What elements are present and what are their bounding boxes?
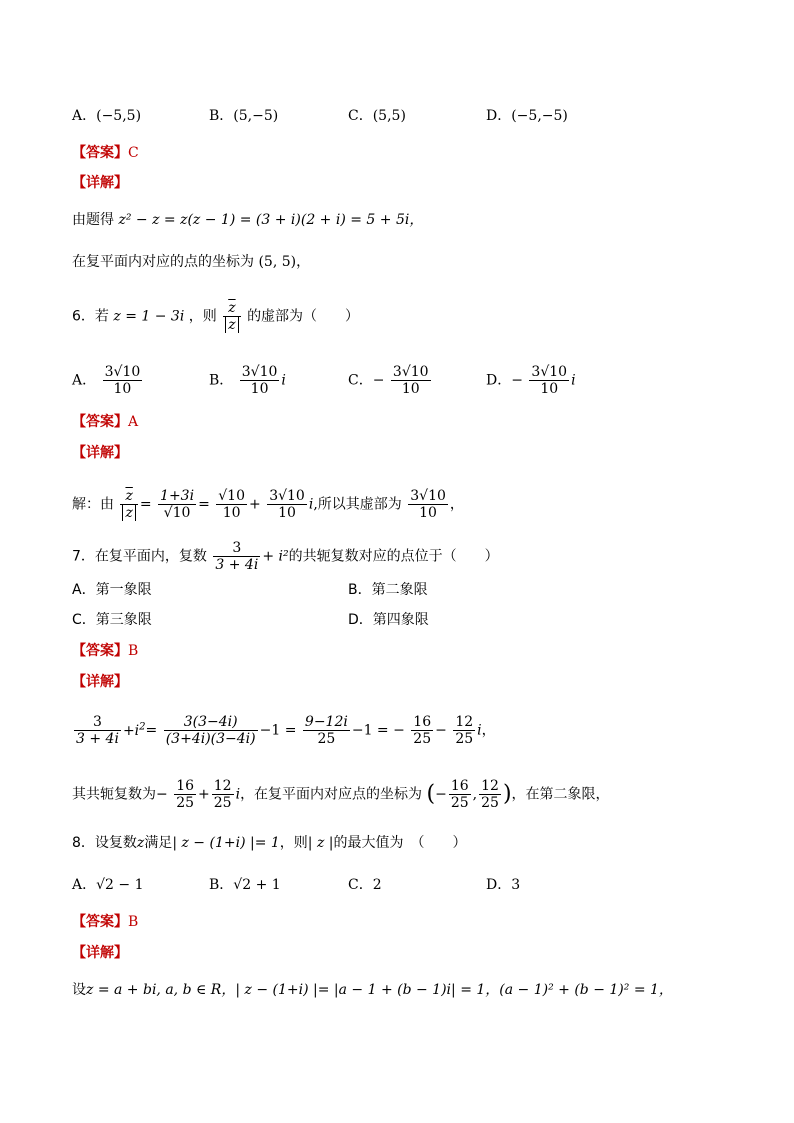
denominator: 10 (250, 381, 269, 397)
answer-label: 【答案】 (72, 414, 128, 430)
question-math: z = 1 − 3i (113, 308, 185, 325)
fraction (103, 364, 143, 397)
question-text: 满足 (144, 835, 173, 851)
question-math: + i² (262, 548, 289, 565)
q8-stem (72, 833, 467, 853)
numerator: 9−12i (304, 714, 348, 730)
solution-text: 由题得 (72, 212, 114, 228)
q8-option-d: D．3 (486, 877, 521, 893)
q6-option-a (72, 364, 144, 397)
q7-option-c: C．第三象限 (72, 612, 152, 628)
numerator: 3√10 (241, 364, 278, 380)
solution-math: z² − z = z(z − 1) = (3 + i)(2 + i) = 5 + 5i， (118, 212, 424, 228)
numerator: 16 (413, 714, 432, 730)
numerator: √10 (218, 488, 245, 504)
answer-value: B (128, 643, 139, 659)
fraction (74, 714, 121, 747)
numerator: 12 (455, 714, 474, 730)
q8-option-a: A．√2 − 1 (72, 877, 144, 893)
fraction (164, 714, 258, 747)
numerator: 3√10 (269, 488, 305, 504)
denominator: 25 (450, 795, 469, 811)
denominator: 10 (401, 381, 420, 397)
solution-text: 设 (72, 982, 86, 998)
numerator: 12 (213, 778, 232, 794)
fraction (411, 714, 433, 747)
numerator: 1+3i (160, 488, 195, 504)
q6-detail-label: 【详解】 (72, 445, 128, 461)
denominator: 10 (540, 381, 559, 397)
fraction: $\frac{\overline{z}}{z}$ (223, 300, 240, 333)
denominator: 10 (222, 505, 241, 521)
denominator: 25 (481, 795, 499, 811)
answer-value: B (128, 914, 139, 930)
question-text: 8．设复数 (72, 835, 137, 851)
option-label: A． (72, 372, 97, 389)
answer-label: 【答案】 (72, 145, 128, 161)
denominator: √10 (163, 505, 191, 521)
numerator: 16 (450, 778, 469, 794)
denominator: (3+4i)(3−4i) (165, 731, 256, 747)
denominator: 25 (213, 795, 232, 811)
question-math: z (136, 835, 145, 851)
option-label: C．− (348, 372, 385, 389)
numerator: 3√10 (531, 364, 568, 380)
q5-option-c: C．(5,5) (348, 108, 406, 124)
solution-math: (5, 5)， (258, 254, 311, 270)
fraction (529, 364, 569, 397)
question-text: 的虚部为（ ） (247, 308, 360, 325)
solution-text: ，在复平面内对应点的坐标为 (240, 786, 423, 803)
fraction (479, 778, 501, 811)
answer-value: C (128, 145, 139, 161)
q8-option-c: C．2 (348, 877, 382, 893)
fraction (240, 364, 280, 397)
numerator: 3 (213, 540, 260, 557)
question-math: | z − (1+i) |= 1 (172, 835, 280, 851)
numerator: 3√10 (392, 364, 429, 380)
q5-solution-line-2 (72, 252, 310, 272)
q7-option-a: A．第一象限 (72, 582, 152, 598)
fraction (174, 778, 196, 811)
solution-text: 所以其虚部为 (317, 496, 402, 513)
fraction (449, 778, 471, 811)
solution-text: 在复平面内对应的点的坐标为 (72, 254, 254, 270)
q8-solution (72, 980, 673, 1000)
q7-answer (72, 641, 138, 661)
fraction (213, 540, 260, 573)
imag-unit: i (571, 372, 576, 389)
question-math: | z | (307, 835, 334, 851)
answer-label: 【答案】 (72, 914, 128, 930)
q8-detail-label: 【详解】 (72, 945, 128, 961)
fraction (212, 778, 234, 811)
option-label: B． (209, 372, 234, 389)
denominator: 10 (278, 505, 296, 521)
q7-option-d: D．第四象限 (348, 612, 429, 628)
q6-solution: 解：由 $\frac{\overline{z}}{z}$ = $\frac{1+3i}{√10}$ = $\frac{√10}{10}$ + $\frac{3√10}{10}$ i,所以其虚部为 $\frac{3√10}{10}$ ， (72, 488, 464, 521)
imag-unit: i (281, 372, 286, 389)
q5-detail-label: 【详解】 (72, 175, 128, 191)
fraction (158, 488, 196, 521)
question-text: 的最大值为 （ ） (333, 835, 467, 851)
fraction (453, 714, 475, 747)
numerator: 3 (74, 714, 121, 731)
denominator: 25 (317, 731, 336, 747)
solution-text: 解：由 (72, 496, 114, 513)
fraction: $\frac{\overline{z}}{z}$ (120, 488, 137, 521)
option-label: D．− (486, 372, 523, 389)
imag-unit: i (308, 496, 314, 513)
q6-option-c (348, 364, 433, 397)
q5-option-d: D．(−5,−5) (486, 108, 568, 124)
q8-option-b: B．√2 + 1 (209, 877, 281, 893)
question-text: 的共轭复数对应的点位于（ ） (288, 548, 499, 565)
q5-solution-line-1 (72, 210, 423, 230)
denominator: 25 (455, 731, 474, 747)
denominator: 3 + 4i (76, 731, 119, 747)
fraction (216, 488, 247, 521)
denominator: 25 (176, 795, 195, 811)
fraction (267, 488, 307, 521)
q5-answer (72, 143, 139, 163)
q7-stem (72, 540, 499, 573)
q7-conjugate: 其共轭复数为− $\frac{16}{25}$ + $\frac{12}{25}$ i，在复平面内对应点的坐标为 (− $\frac{16}{25}$ , $\frac{12}{25}$ )，在第二象限， (72, 778, 610, 811)
solution-text: ，在第二象限， (511, 786, 610, 803)
question-text: 7．在复平面内，复数 (72, 548, 207, 565)
question-text: ，则 (279, 835, 308, 851)
question-text: ，则 (188, 308, 217, 325)
denominator: 3 + 4i (215, 557, 259, 573)
q6-option-d (486, 364, 576, 397)
numerator: 3(3−4i) (164, 714, 258, 731)
answer-label: 【答案】 (72, 643, 128, 659)
q6-answer (72, 412, 138, 432)
answer-value: A (128, 414, 139, 430)
q6-option-b (209, 364, 286, 397)
numerator: 3√10 (410, 488, 446, 504)
solution-text: ， (449, 496, 464, 513)
denominator: 10 (113, 381, 132, 397)
numerator: 3√10 (104, 364, 141, 380)
solution-math: z = a + bi, a, b ∈ R，| z − (1+i) |= |a − 1 + (b − 1)i| = 1，(a − 1)² + (b − 1)² = 1， (86, 982, 673, 998)
q8-answer (72, 912, 138, 932)
q7-calculation: $\frac{3}{3 + 4i}$ $+i^2=$ $\frac{3(3-4i)}{(3+4i)(3-4i)}$ −1 = $\frac{9-12i}{25}$ −1 = − $\frac{16}{25}$ − $\frac{12}{25}$ i， (76, 714, 496, 747)
fraction (391, 364, 431, 397)
q7-detail-label: 【详解】 (72, 674, 128, 690)
denominator: 10 (419, 505, 437, 521)
q5-option-b: B．(5,−5) (209, 108, 279, 124)
fraction (408, 488, 448, 521)
q6-stem (72, 300, 359, 333)
q5-option-a: A．(−5,5) (72, 108, 142, 124)
numerator: 12 (481, 778, 499, 794)
numerator: 16 (176, 778, 195, 794)
question-number: 6．若 (72, 308, 109, 325)
fraction (303, 714, 350, 747)
solution-text: 其共轭复数为− (72, 786, 168, 803)
denominator: 25 (413, 731, 432, 747)
q7-option-b: B．第二象限 (348, 582, 428, 598)
